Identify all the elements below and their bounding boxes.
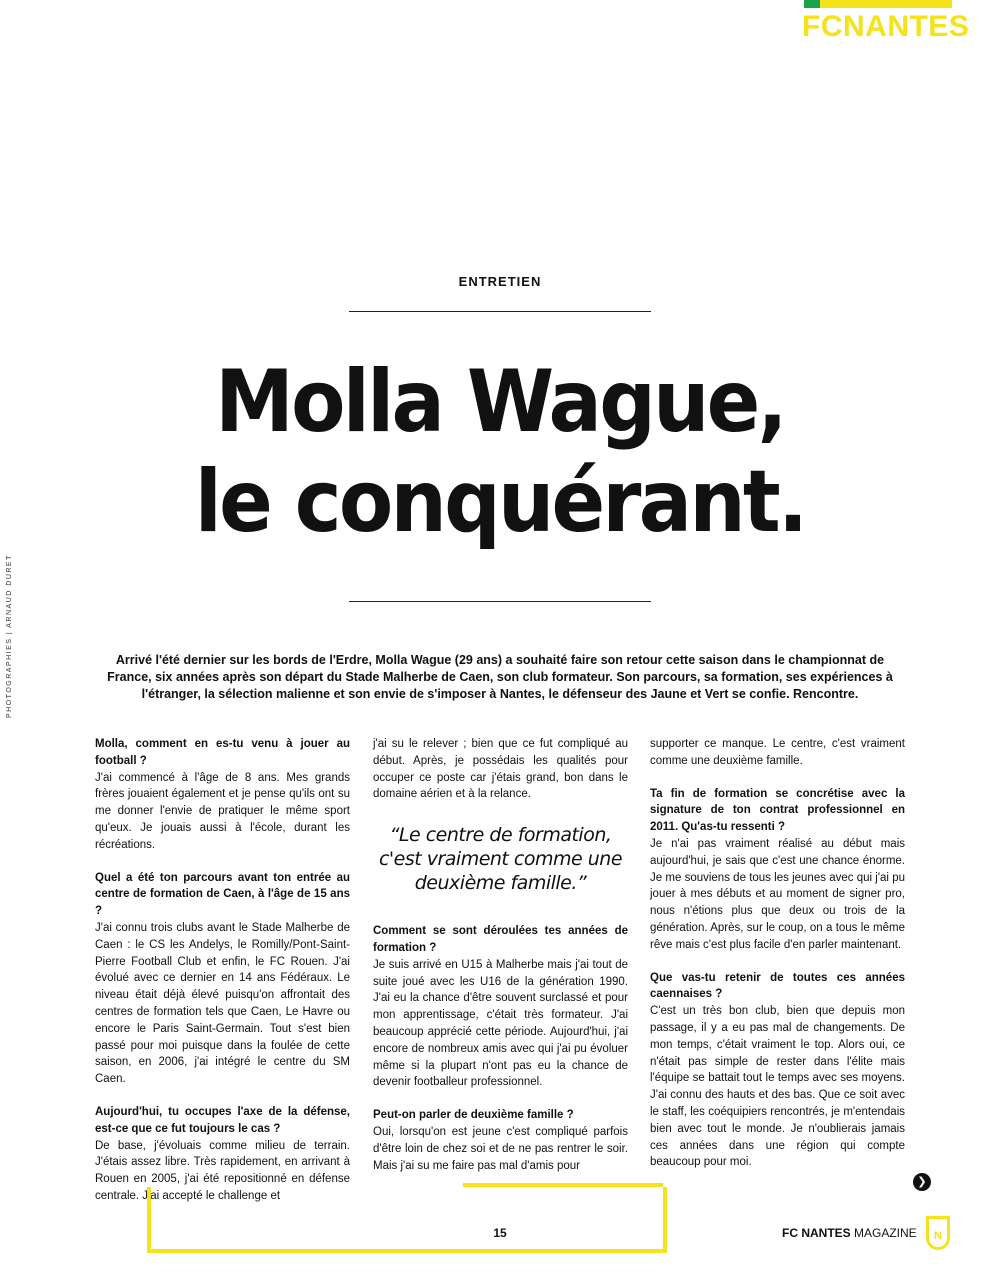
question: Aujourd'hui, tu occupes l'axe de la défense, est-ce que ce fut toujours le cas ?: [95, 1105, 350, 1135]
article-column-3: [650, 736, 905, 1187]
answer: supporter ce manque. Le centre, c'est vraiment comme une deuxième famille.: [650, 738, 905, 767]
question: Comment se sont déroulées tes années de formation ?: [373, 925, 628, 954]
title-line-2: le conquérant.: [194, 452, 806, 552]
top-divider: [349, 311, 651, 312]
question: Que vas-tu retenir de toutes ces années caennaises ?: [650, 971, 905, 1001]
brand-color-bar: [804, 0, 952, 8]
answer: Je n'ai pas vraiment réalisé au début mais aujourd'hui, je sais que c'est une chance énorme. Je me souviens de tous les jeunes avec qui j'ai pu jouer à mes débuts et au moment de signer pro, nous n'étions plus que deux ou trois de la génération. Après, sur le coup, on a tous le même rêve mais c'est plus facile d'en parler maintenant.: [650, 837, 905, 951]
question: Ta fin de formation se concrétise avec la signature de ton contrat professionnel en 2011. Qu'as-tu ressenti ?: [650, 787, 905, 834]
answer: Oui, lorsqu'on est jeune c'est compliqué parfois d'être loin de chez soi et de ne pas rentrer le soir. Mais j'ai su me faire pas mal d'amis pour: [373, 1125, 628, 1172]
answer: Je suis arrivé en U15 à Malherbe mais j'ai tout de suite joué avec les U16 de la génération 1990. J'ai eu la chance d'être souvent surclassé et pour mon apprentissage, c'était très formateur. J'ai beaucoup apprécié cette période. Aujourd'hui, j'ai encore de nombreux amis avec qui j'ai pu évoluer même si la plupart n'ont pas eu la chance de devenir footballeur professionnel.: [373, 958, 628, 1089]
intro-paragraph: Arrivé l'été dernier sur les bords de l'Erdre, Molla Wague (29 ans) a souhaité faire son retour cette saison dans le championnat de France, six années après son départ du Stade Malherbe de Caen, son club formateur. Son parcours, sa formation, ses expériences à l'étranger, la sélection malienne et son envie de s'imposer à Nantes, le défenseur des Jaune et Vert se confie. Rencontre.: [107, 653, 893, 701]
answer: J'ai commencé à l'âge de 8 ans. Mes grands frères jouaient également et je pense qu'ils ont su me donner l'envie de pratiquer le même sport qu'eux. Je jouais aussi à l'école, durant les récréations.: [95, 771, 350, 851]
question: Molla, comment en es-tu venu à jouer au football ?: [95, 738, 350, 767]
decorative-frame: [147, 1187, 667, 1253]
answer: j'ai su le relever ; bien que ce fut compliqué au début. Après, je possédais les qualités pour occuper ce poste car j'étais grand, bon dans le domaine aérien et à la relance.: [373, 738, 628, 801]
article-column-2: [373, 736, 628, 1188]
question: Peut-on parler de deuxième famille ?: [373, 1109, 574, 1122]
page-title: [40, 352, 960, 552]
title-line-1: Molla Wague,: [215, 352, 785, 452]
pull-quote: “Le centre de formation, c'est vraiment comme une deuxième famille.”: [378, 824, 623, 895]
answer: De base, j'évoluais comme milieu de terrain. J'étais assez libre. Très rapidement, en arrivant à Rouen en 2005, j'ai été repositionné en défense centrale. J'ai accepté le challenge et: [95, 1139, 350, 1202]
bottom-divider: [349, 601, 651, 602]
footer-brand: FC NANTES MAGAZINE: [782, 1226, 917, 1240]
article-column-1: [95, 736, 350, 1202]
answer: C'est un très bon club, bien que depuis mon passage, il y a eu pas mal de changements. De mon temps, c'était vraiment le top. Alors oui, ce n'était pas simple de rester dans l'élite mais l'équipe se battait tout le temps avec ses moyens. J'ai connu des hauts et des bas. Que ce soit avec le staff, les coéquipiers rencontrés, je m'entendais bien avec tout le monde. Je n'oublierais jamais ces années dans une région qui compte beaucoup pour moi.: [650, 1005, 905, 1169]
section-kicker: ENTRETIEN: [458, 274, 542, 289]
answer: J'ai connu trois clubs avant le Stade Malherbe de Caen : le CS les Andelys, le Romilly/Pont-Saint-Pierre Football Club et enfin, le FC Rouen. J'ai évolué avec ce dernier en 14 ans Fédéraux. Le niveau était déjà élevé puisqu'on affrontait des centres de formation tels que Caen, Le Havre ou encore le Paris Saint-Germain. Tout s'est bien passé pour moi puisque dans la foulée de cette saison, en 2006, j'ai intégré le centre du SM Caen.: [95, 921, 350, 1086]
club-logo-icon: N: [926, 1216, 950, 1250]
photo-credit: PHOTOGRAPHIES | ARNAUD DURET: [6, 554, 13, 718]
question: Quel a été ton parcours avant ton entrée au centre de formation de Caen, à l'âge de 15 ans ?: [95, 871, 350, 918]
page-number: 15: [493, 1226, 507, 1240]
brand-title: FCNANTES: [802, 10, 970, 43]
next-page-arrow-icon[interactable]: ❯: [913, 1173, 931, 1191]
